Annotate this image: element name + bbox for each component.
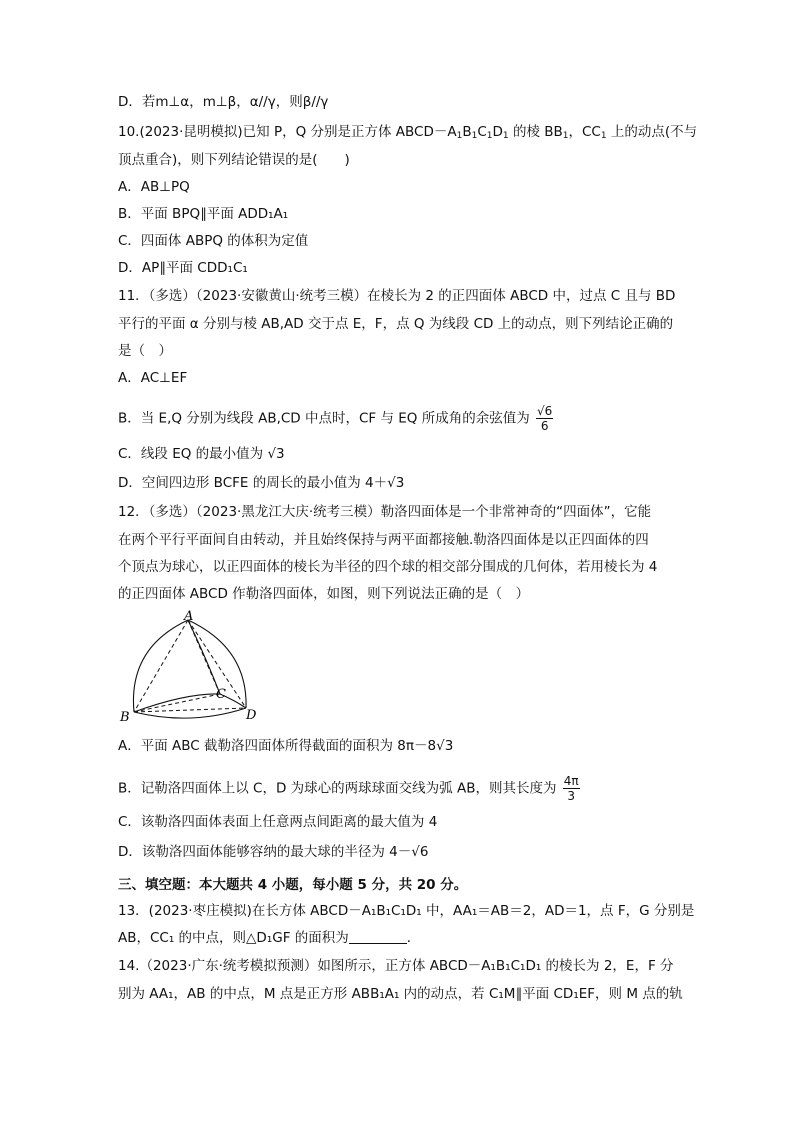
q12-option-c: C．该勒洛四面体表面上任意两点间距离的最大值为 4 — [118, 814, 438, 830]
q11-option-b-fraction — [536, 404, 553, 433]
q10-option-a: A．AB⊥PQ — [118, 179, 190, 195]
q10-option-b: B．平面 BPQ∥平面 ADD₁A₁ — [118, 206, 289, 222]
question-14-line2: 别为 AA₁，AB 的中点，M 点是正方形 ABB₁A₁ 内的动点，若 C₁M∥平面 CD₁EF，则 M 点的轨 — [118, 986, 683, 1002]
question-11-line2: 平行的平面 α 分别与棱 AB,AD 交于点 E，F，点 Q 为线段 CD 上的动点，则下列结论正确的 — [118, 316, 674, 332]
vertex-label-A: A — [184, 609, 194, 624]
vertex-label-D: D — [246, 708, 257, 723]
q10-sub-6: 1 — [600, 131, 607, 141]
vertex-label-C: C — [216, 687, 226, 702]
fraction-denominator: 3 — [567, 789, 575, 803]
q13-line2-text: AB，CC₁ 的中点，则△D₁GF 的面积为 — [118, 930, 349, 946]
question-11-line1: 11．（多选）（2023·安徽黄山·统考三模）在棱长为 2 的正四面体 ABCD 中，过点 C 且与 BD — [118, 288, 676, 304]
q10-text-f: ，CC — [568, 124, 601, 140]
question-13-line1: 13．(2023·枣庄模拟)在长方体 ABCD－A₁B₁C₁D₁ 中，AA₁＝AB＝2，AD＝1，点 F，G 分别是 — [118, 903, 695, 919]
q12-option-b — [118, 774, 580, 803]
q12-option-a: A．平面 ABC 截勒洛四面体所得截面的面积为 8π－8√3 — [118, 738, 454, 754]
q10-sub-4: 1 — [502, 131, 509, 141]
fraction-numerator: √6 — [537, 404, 553, 418]
q12-option-b-fraction — [563, 774, 580, 803]
q12-option-d: D．该勒洛四面体能够容纳的最大球的半径为 4－√6 — [118, 844, 429, 860]
q10-option-c: C．四面体 ABPQ 的体积为定值 — [118, 233, 309, 249]
fraction-numerator: 4π — [563, 774, 579, 788]
q10-sub-2: 1 — [471, 131, 478, 141]
vertex-label-B: B — [120, 710, 130, 725]
question-12-line4: 的正四面体 ABCD 作勒洛四面体，如图，则下列说法正确的是（ ） — [118, 586, 530, 602]
q13-line2-end: ． — [406, 930, 421, 946]
q10-text-g: 上的动点(不与 — [606, 124, 698, 140]
fraction-denominator: 6 — [540, 419, 549, 433]
arc-AC — [188, 620, 220, 694]
question-12-line2: 在两个平行平面间自由转动，并且始终保持与两平面都接触.勒洛四面体是以正四面体的四 — [118, 532, 649, 548]
q10-text-e: 的棱 BB — [508, 124, 563, 140]
q10-sub-5: 1 — [562, 131, 569, 141]
q10-text-b: B — [462, 124, 472, 140]
q10-text-a: 10.(2023·昆明模拟)已知 P，Q 分别是正方体 ABCD－A — [118, 124, 457, 140]
q10-option-d: D．AP∥平面 CDD₁C₁ — [118, 260, 248, 276]
answer-blank[interactable] — [349, 929, 407, 944]
q11-option-b — [118, 404, 553, 433]
reuleaux-tetrahedron-figure — [116, 608, 266, 726]
question-10-stem-line1 — [118, 122, 697, 146]
question-11-line3: 是（ ） — [118, 343, 172, 359]
question-12-line3: 个顶点为球心，以正四面体的棱长为半径的四个球的相交部分围成的几何体，若用棱长为 4 — [118, 559, 658, 575]
q10-sub-1: 1 — [456, 131, 463, 141]
question-10-stem-line2: 顶点重合)，则下列结论错误的是( ) — [118, 152, 350, 168]
option-d-q9: D．若m⊥α，m⊥β，α//γ，则β//γ — [118, 94, 329, 110]
q12-option-b-text: B．记勒洛四面体上以 C，D 为球心的两球球面交线为弧 AB，则其长度为 — [118, 780, 557, 797]
q10-text-d: D — [492, 124, 503, 140]
q11-option-d: D．空间四边形 BCFE 的周长的最小值为 4＋√3 — [118, 475, 405, 491]
question-13-line2 — [118, 928, 420, 948]
question-12-line1: 12．（多选）（2023·黑龙江大庆·统考三模）勒洛四面体是一个非常神奇的“四面体”，它能 — [118, 504, 652, 520]
section-3-heading: 三、填空题：本大题共 4 小题，每小题 5 分，共 20 分。 — [118, 877, 468, 893]
q10-text-c: C — [477, 124, 487, 140]
question-14-line1: 14.（2023·广东·统考模拟预测）如图所示，正方体 ABCD－A₁B₁C₁D₁ 的棱长为 2，E，F 分 — [118, 958, 674, 974]
q11-option-c: C．线段 EQ 的最小值为 √3 — [118, 446, 285, 462]
q11-option-a: A．AC⊥EF — [118, 370, 188, 386]
q10-sub-3: 1 — [486, 131, 493, 141]
q11-option-b-text: B．当 E,Q 分别为线段 AB,CD 中点时，CF 与 EQ 所成角的余弦值为 — [118, 410, 530, 427]
